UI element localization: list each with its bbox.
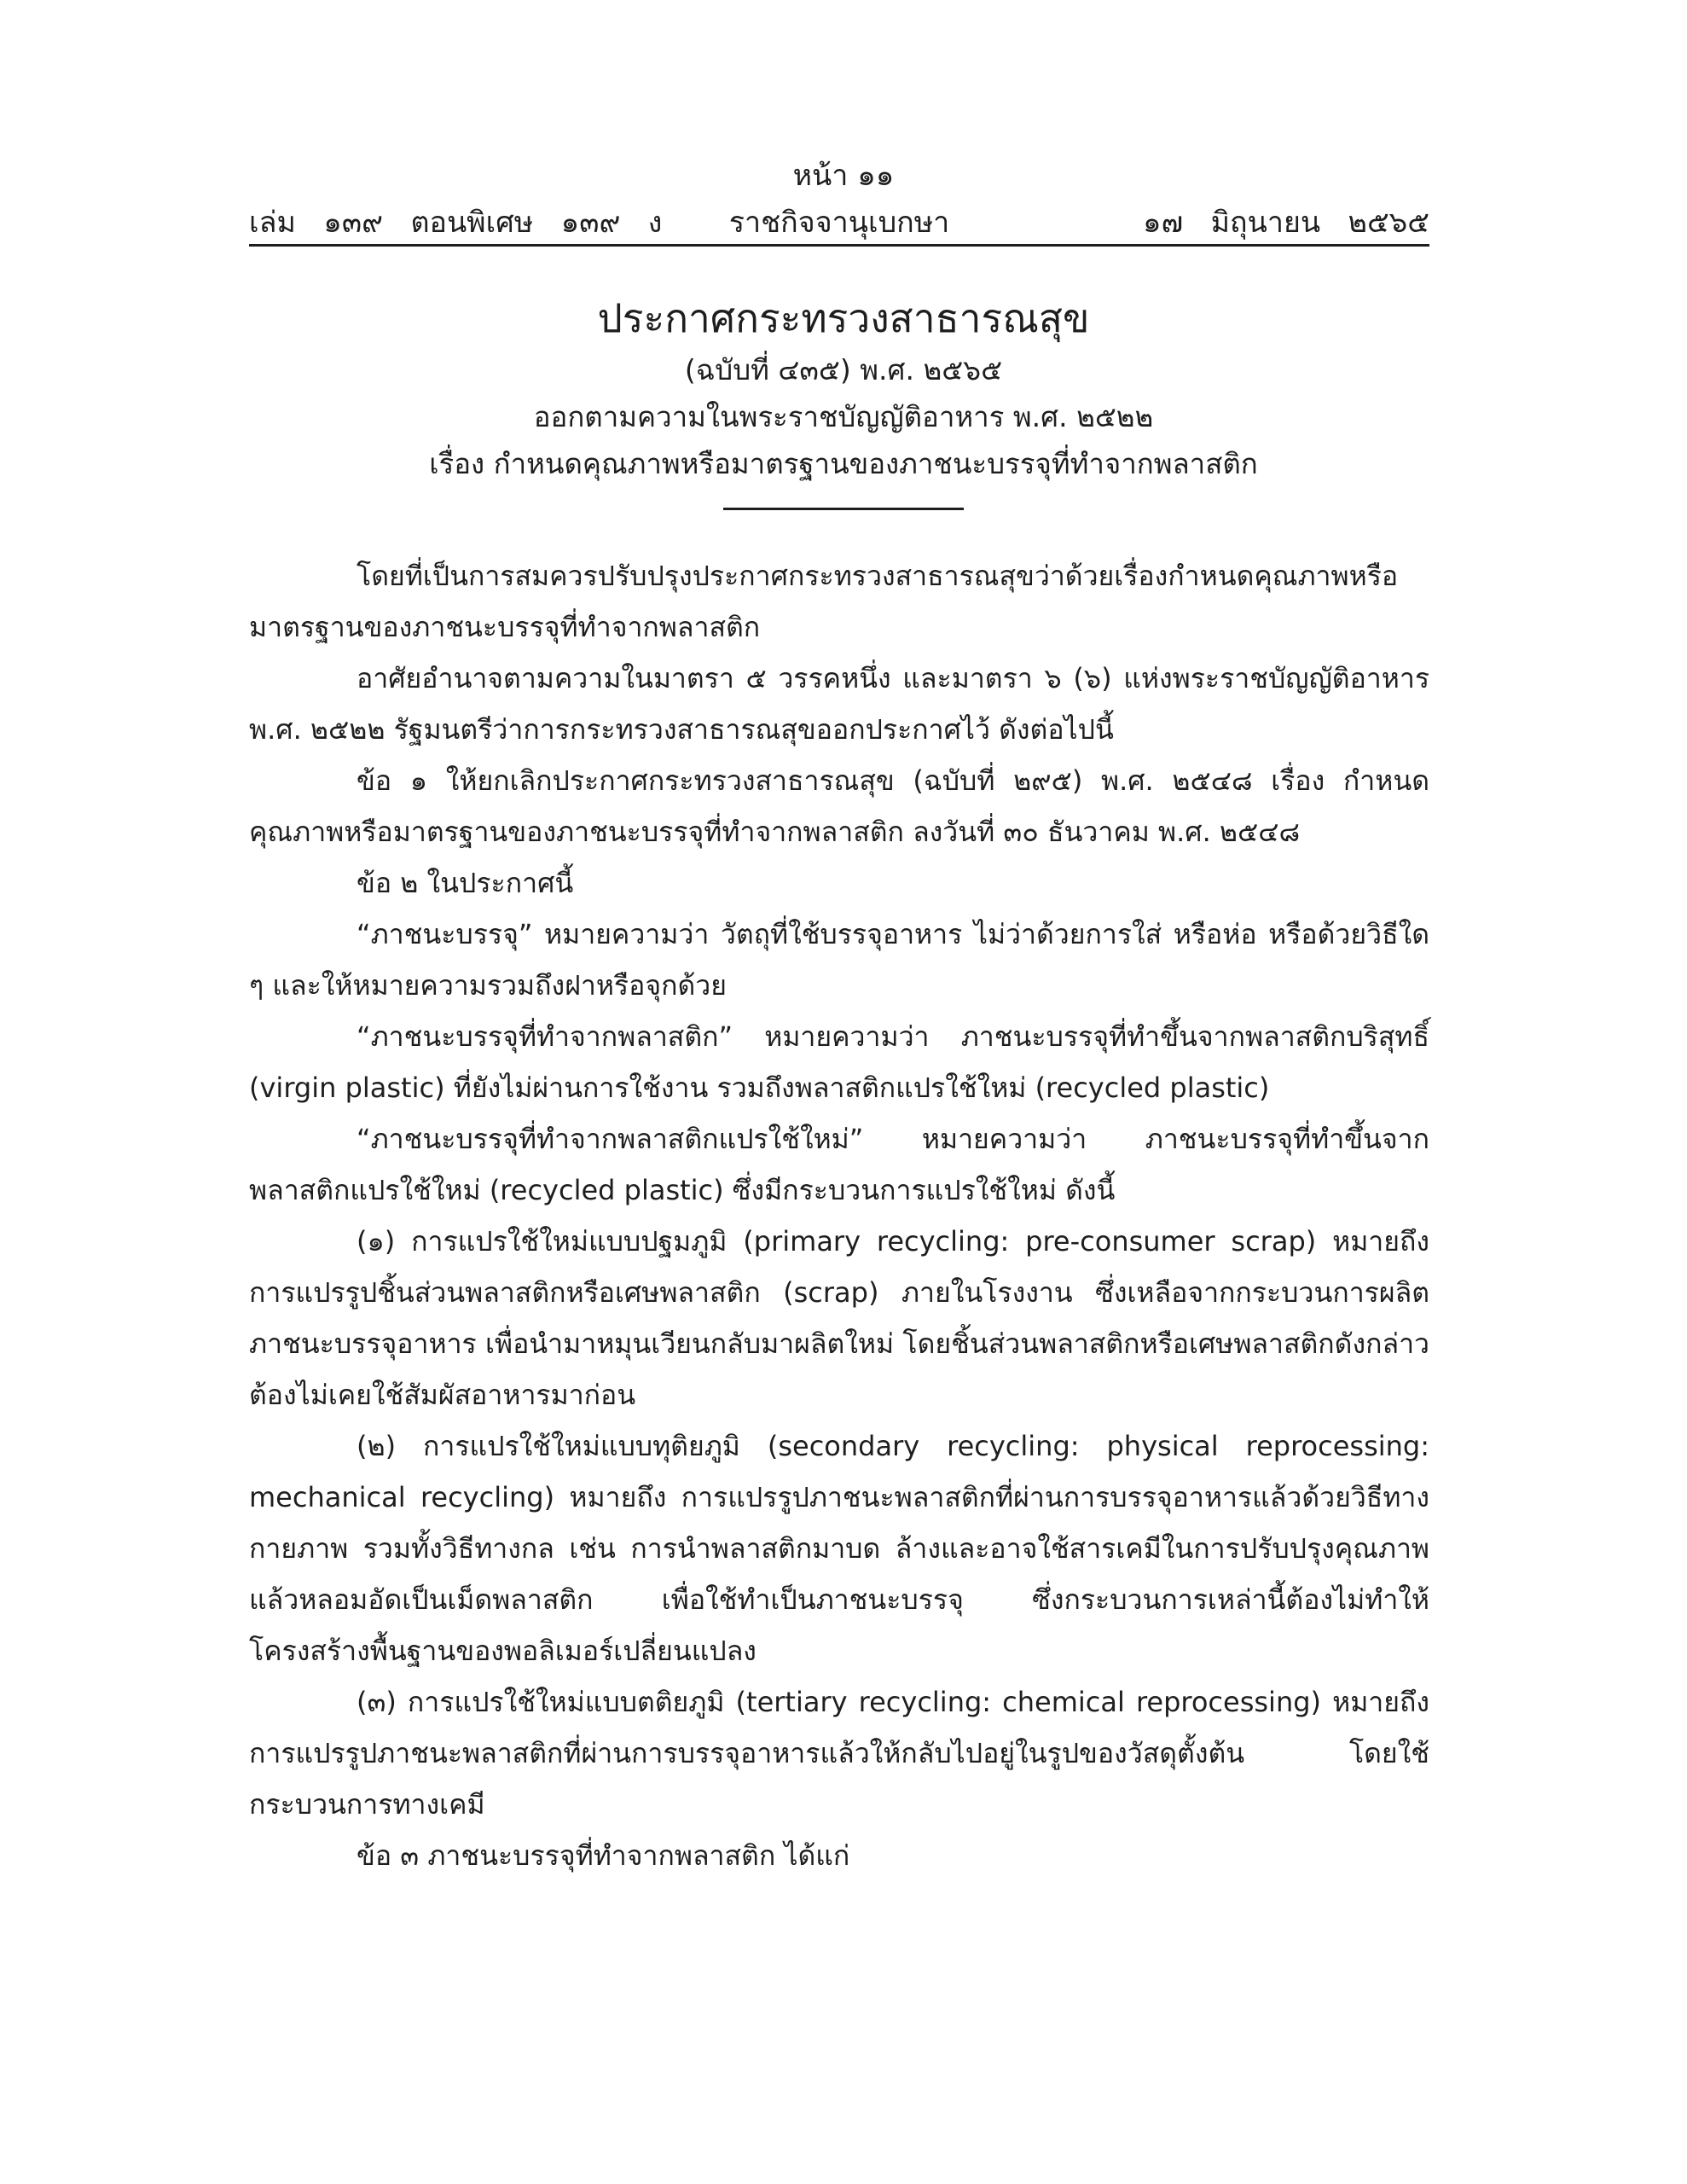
recycling-item: (๒) การแปรใช้ใหม่แบบทุติยภูมิ (secondary recycling: physical reprocessing: mechanical recycling) หมายถึง การแปรรูปภาชนะพลาสติกที่ผ่านการบรรจุอาหารแล้วด้วยวิธีทางกายภาพ รวมทั้งวิธีทางกล เช่น การนำพลาสติกมาบด ล้างและอาจใช้สารเคมีในการปรับปรุงคุณภาพแล้วหลอมอัดเป็นเม็ดพลาสติก เพื่อใช้ทำเป็นภาชนะบรรจุ ซึ่งกระบวนการเหล่านี้ต้องไม่ทำให้โครงสร้างพื้นฐานของพอลิเมอร์เปลี่ยนแปลง <box>249 1430 1429 1667</box>
announcement-body <box>249 550 1429 1881</box>
title-divider <box>723 508 964 510</box>
definition-paragraph: “ภาชนะบรรจุที่ทำจากพลาสติกแปรใช้ใหม่” หมายความว่า ภาชนะบรรจุที่ทำขึ้นจากพลาสติกแปรใช้ใหม่ (recycled plastic) ซึ่งมีกระบวนการแปรใช้ใหม่ ดังนี้ <box>249 1123 1429 1206</box>
volume-issue: เล่ม ๑๓๙ ตอนพิเศษ ๑๓๙ ง <box>249 206 663 240</box>
announcement-title: ประกาศกระทรวงสาธารณสุข <box>597 295 1090 341</box>
recycling-item: (๑) การแปรใช้ใหม่แบบปฐมภูมิ (primary recycling: pre-consumer scrap) หมายถึง การแปรรูปชิ้นส่วนพลาสติกหรือเศษพลาสติก (scrap) ภายในโรงงาน ซึ่งเหลือจากกระบวนการผลิตภาชนะบรรจุอาหาร เพื่อนำมาหมุนเวียนกลับมาผลิตใหม่ โดยชิ้นส่วนพลาสติกหรือเศษพลาสติกดังกล่าวต้องไม่เคยใช้สัมผัสอาหารมาก่อน <box>249 1225 1429 1411</box>
publication-name: ราชกิจจานุเบกษา <box>728 206 950 240</box>
announcement-authority: ออกตามความในพระราชบัญญัติอาหาร พ.ศ. ๒๕๒๒ <box>533 400 1154 433</box>
clause-paragraph: ข้อ ๒ ในประกาศนี้ <box>357 867 574 899</box>
announcement-edition: (ฉบับที่ ๔๓๕) พ.ศ. ๒๕๖๕ <box>684 353 1003 386</box>
page-number: หน้า ๑๑ <box>792 159 895 193</box>
definition-paragraph: “ภาชนะบรรจุ” หมายความว่า วัตถุที่ใช้บรรจุอาหาร ไม่ว่าด้วยการใส่ หรือห่อ หรือด้วยวิธีใด ๆ และให้หมายความรวมถึงฝาหรือจุกด้วย <box>249 918 1429 1002</box>
announcement-subject: เรื่อง กำหนดคุณภาพหรือมาตรฐานของภาชนะบรรจุที่ทำจากพลาสติก <box>429 447 1258 480</box>
recycling-item: (๓) การแปรใช้ใหม่แบบตติยภูมิ (tertiary recycling: chemical reprocessing) หมายถึง การแปรรูปภาชนะพลาสติกที่ผ่านการบรรจุอาหารแล้วให้กลับไปอยู่ในรูปของวัสดุตั้งต้น โดยใช้กระบวนการทางเคมี <box>249 1686 1429 1821</box>
clause-paragraph: ข้อ ๑ ให้ยกเลิกประกาศกระทรวงสาธารณสุข (ฉบับที่ ๒๙๕) พ.ศ. ๒๕๔๘ เรื่อง กำหนดคุณภาพหรือมาตรฐานของภาชนะบรรจุที่ทำจากพลาสติก ลงวันที่ ๓๐ ธันวาคม พ.ศ. ๒๕๔๘ <box>249 764 1429 848</box>
clause-paragraph: ข้อ ๓ ภาชนะบรรจุที่ทำจากพลาสติก ได้แก่ <box>357 1839 850 1872</box>
definition-paragraph: “ภาชนะบรรจุที่ทำจากพลาสติก” หมายความว่า ภาชนะบรรจุที่ทำขึ้นจากพลาสติกบริสุทธิ์ (virgin plastic) ที่ยังไม่ผ่านการใช้งาน รวมถึงพลาสติกแปรใช้ใหม่ (recycled plastic) <box>249 1020 1429 1104</box>
title-block <box>0 290 1687 510</box>
body-paragraph: โดยที่เป็นการสมควรปรับปรุงประกาศกระทรวงสาธารณสุขว่าด้วยเรื่องกำหนดคุณภาพหรือมาตรฐานของภาชนะบรรจุที่ทำจากพลาสติก <box>249 560 1399 643</box>
publication-date: ๑๗ มิถุนายน ๒๕๖๕ <box>1143 206 1429 240</box>
running-header <box>249 201 1429 247</box>
body-paragraph: อาศัยอำนาจตามความในมาตรา ๕ วรรคหนึ่ง และมาตรา ๖ (๖) แห่งพระราชบัญญัติอาหาร พ.ศ. ๒๕๒๒ รัฐมนตรีว่าการกระทรวงสาธารณสุขออกประกาศไว้ ดังต่อไปนี้ <box>249 662 1429 746</box>
